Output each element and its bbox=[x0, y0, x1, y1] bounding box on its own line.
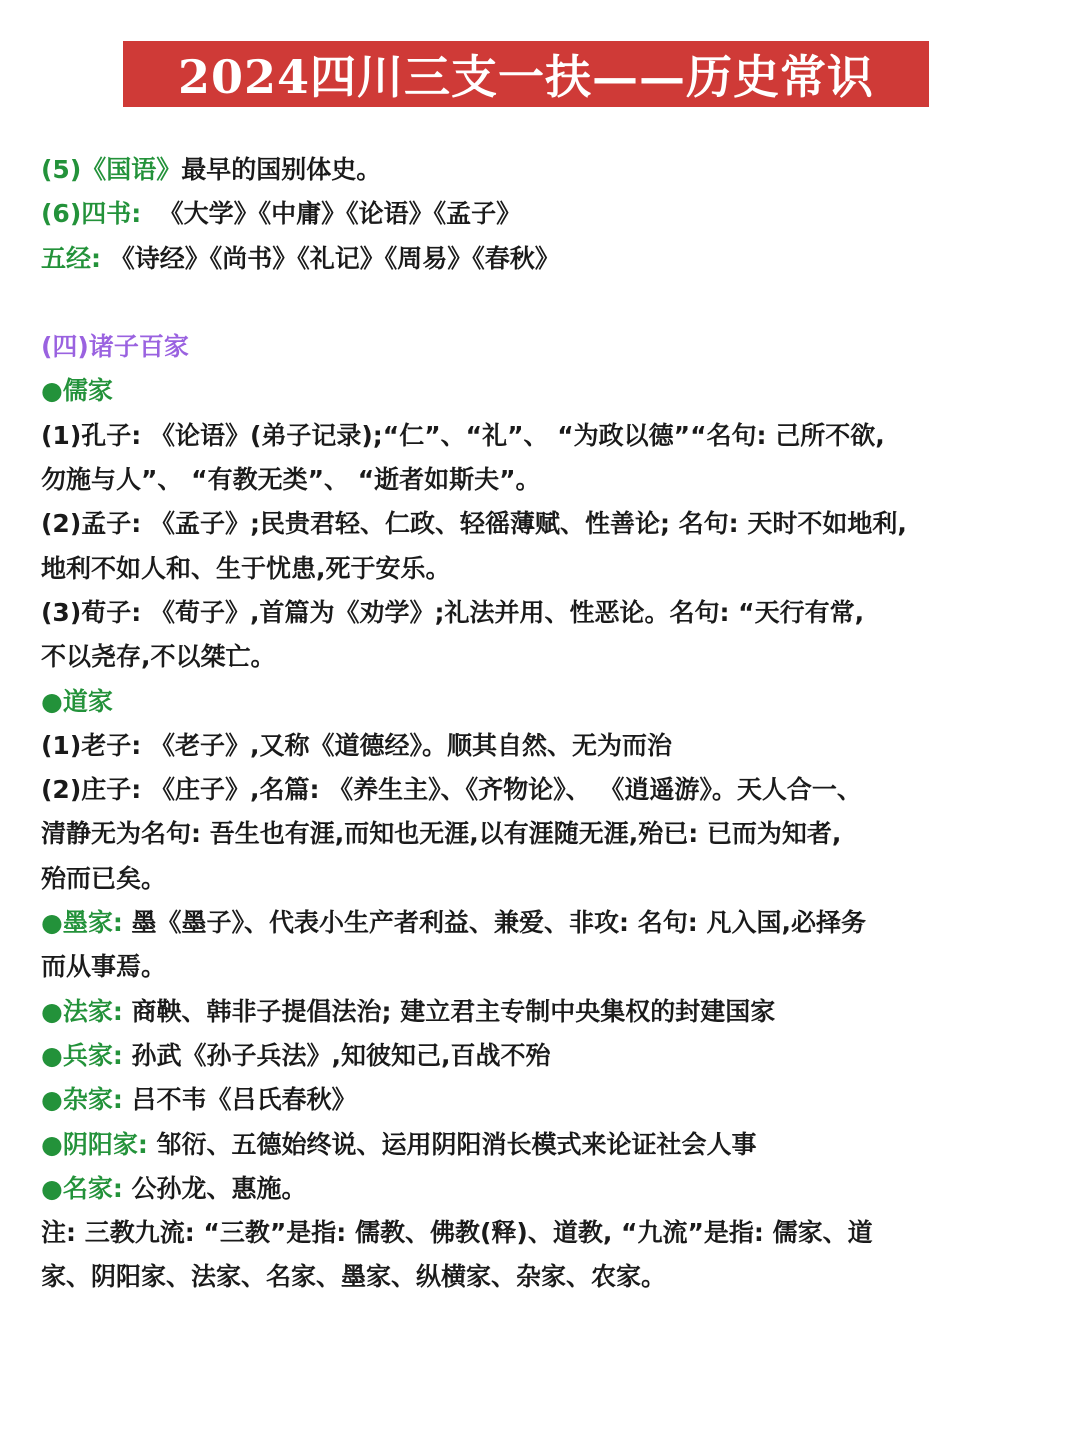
xunzi-line-1: (3)荀子: 《荀子》,首篇为《劝学》;礼法并用、性恶论。名句: “天行有常, bbox=[41, 597, 865, 627]
mojia-text: 墨《墨子》、代表小生产者利益、兼爱、非攻: 名句: 凡入国,必择务 bbox=[131, 908, 866, 938]
line-guoyu bbox=[41, 148, 1046, 192]
guoyu-label: (5)《国语》 bbox=[41, 155, 182, 184]
mojia-line-1 bbox=[41, 901, 1046, 945]
mojia-label: 墨家: bbox=[62, 908, 123, 938]
title-banner bbox=[123, 41, 929, 107]
yinyangjia-text: 邹衍、五德始终说、运用阴阳消长模式来论证社会人事 bbox=[156, 1129, 757, 1159]
bullet-icon: ● bbox=[41, 686, 63, 716]
rujia-label: 儒家 bbox=[62, 376, 113, 406]
notes-content bbox=[41, 148, 1046, 1300]
zhuangzi-line-1: (2)庄子: 《庄子》,名篇: 《养生主》、《齐物论》、 《逍遥游》。天人合一、 bbox=[41, 775, 862, 805]
bullet-icon: ● bbox=[41, 376, 63, 406]
zajia-text: 吕不韦《吕氏春秋》 bbox=[131, 1085, 357, 1115]
bingjia-label: 兵家: bbox=[62, 1040, 123, 1070]
section-heading: (四)诸子百家 bbox=[41, 332, 189, 362]
sishu-text: 《大学》《中庸》《论语》《孟子》 bbox=[158, 199, 522, 229]
bullet-icon: ● bbox=[41, 1173, 63, 1203]
mengzi-line-1: (2)孟子: 《孟子》;民贵君轻、仁政、轻徭薄赋、性善论; 名句: 天时不如地利, bbox=[41, 509, 907, 539]
zhuangzi-line-3: 殆而已矣。 bbox=[41, 863, 167, 893]
zhuangzi-line-2: 清静无为名句: 吾生也有涯,而知也无涯,以有涯随无涯,殆已: 已而为知者, bbox=[41, 819, 842, 849]
sishu-label: (6)四书: bbox=[41, 199, 142, 229]
fajia-text: 商鞅、韩非子提倡法治; 建立君主专制中央集权的封建国家 bbox=[131, 996, 776, 1026]
zajia-line bbox=[41, 1078, 1046, 1122]
bingjia-text: 孙武《孙子兵法》,知彼知己,百战不殆 bbox=[131, 1040, 551, 1070]
line-sishu bbox=[41, 192, 1046, 236]
fajia-line bbox=[41, 990, 1046, 1034]
daojia-label: 道家 bbox=[62, 686, 113, 716]
bullet-icon: ● bbox=[41, 1085, 63, 1115]
fajia-label: 法家: bbox=[62, 996, 123, 1026]
wujing-label: 五经: bbox=[41, 243, 101, 273]
bullet-icon: ● bbox=[41, 1129, 63, 1159]
xunzi-line-2: 不以尧存,不以桀亡。 bbox=[41, 642, 276, 672]
note-line-2: 家、阴阳家、法家、名家、墨家、纵横家、杂家、农家。 bbox=[41, 1262, 667, 1292]
kongzi-line-2: 勿施与人”、 “有教无类”、 “逝者如斯夫”。 bbox=[41, 465, 541, 495]
laozi-line: (1)老子: 《老子》,又称《道德经》。顺其自然、无为而治 bbox=[41, 730, 672, 760]
mingjia-label: 名家: bbox=[62, 1173, 123, 1203]
spacer bbox=[41, 281, 1046, 325]
yinyangjia-label: 阴阳家: bbox=[62, 1129, 148, 1159]
wujing-text: 《诗经》《尚书》《礼记》《周易》《春秋》 bbox=[109, 243, 560, 273]
mengzi-line-2: 地利不如人和、生于忧患,死于安乐。 bbox=[41, 553, 451, 583]
note-line-1: 注: 三教九流: “三教”是指: 儒教、佛教(释)、道教, “九流”是指: 儒家、道 bbox=[41, 1218, 873, 1248]
page-title: 2024四川三支一扶——历史常识 bbox=[177, 50, 875, 104]
kongzi-line-1: (1)孔子: 《论语》(弟子记录);“仁”、“礼”、 “为政以德”“名句: 己所不欲, bbox=[41, 420, 885, 450]
bullet-icon: ● bbox=[41, 1040, 63, 1070]
yinyangjia-line bbox=[41, 1123, 1046, 1167]
rujia-heading bbox=[41, 369, 1046, 413]
mingjia-text: 公孙龙、惠施。 bbox=[131, 1173, 307, 1203]
guoyu-text: 最早的国别体史。 bbox=[181, 155, 382, 184]
zajia-label: 杂家: bbox=[62, 1085, 123, 1115]
bingjia-line bbox=[41, 1034, 1046, 1078]
daojia-heading bbox=[41, 680, 1046, 724]
mojia-line-2: 而从事焉。 bbox=[41, 952, 167, 982]
bullet-icon: ● bbox=[41, 996, 63, 1026]
line-wujing bbox=[41, 237, 1046, 281]
bullet-icon: ● bbox=[41, 908, 63, 938]
mingjia-line bbox=[41, 1167, 1046, 1211]
